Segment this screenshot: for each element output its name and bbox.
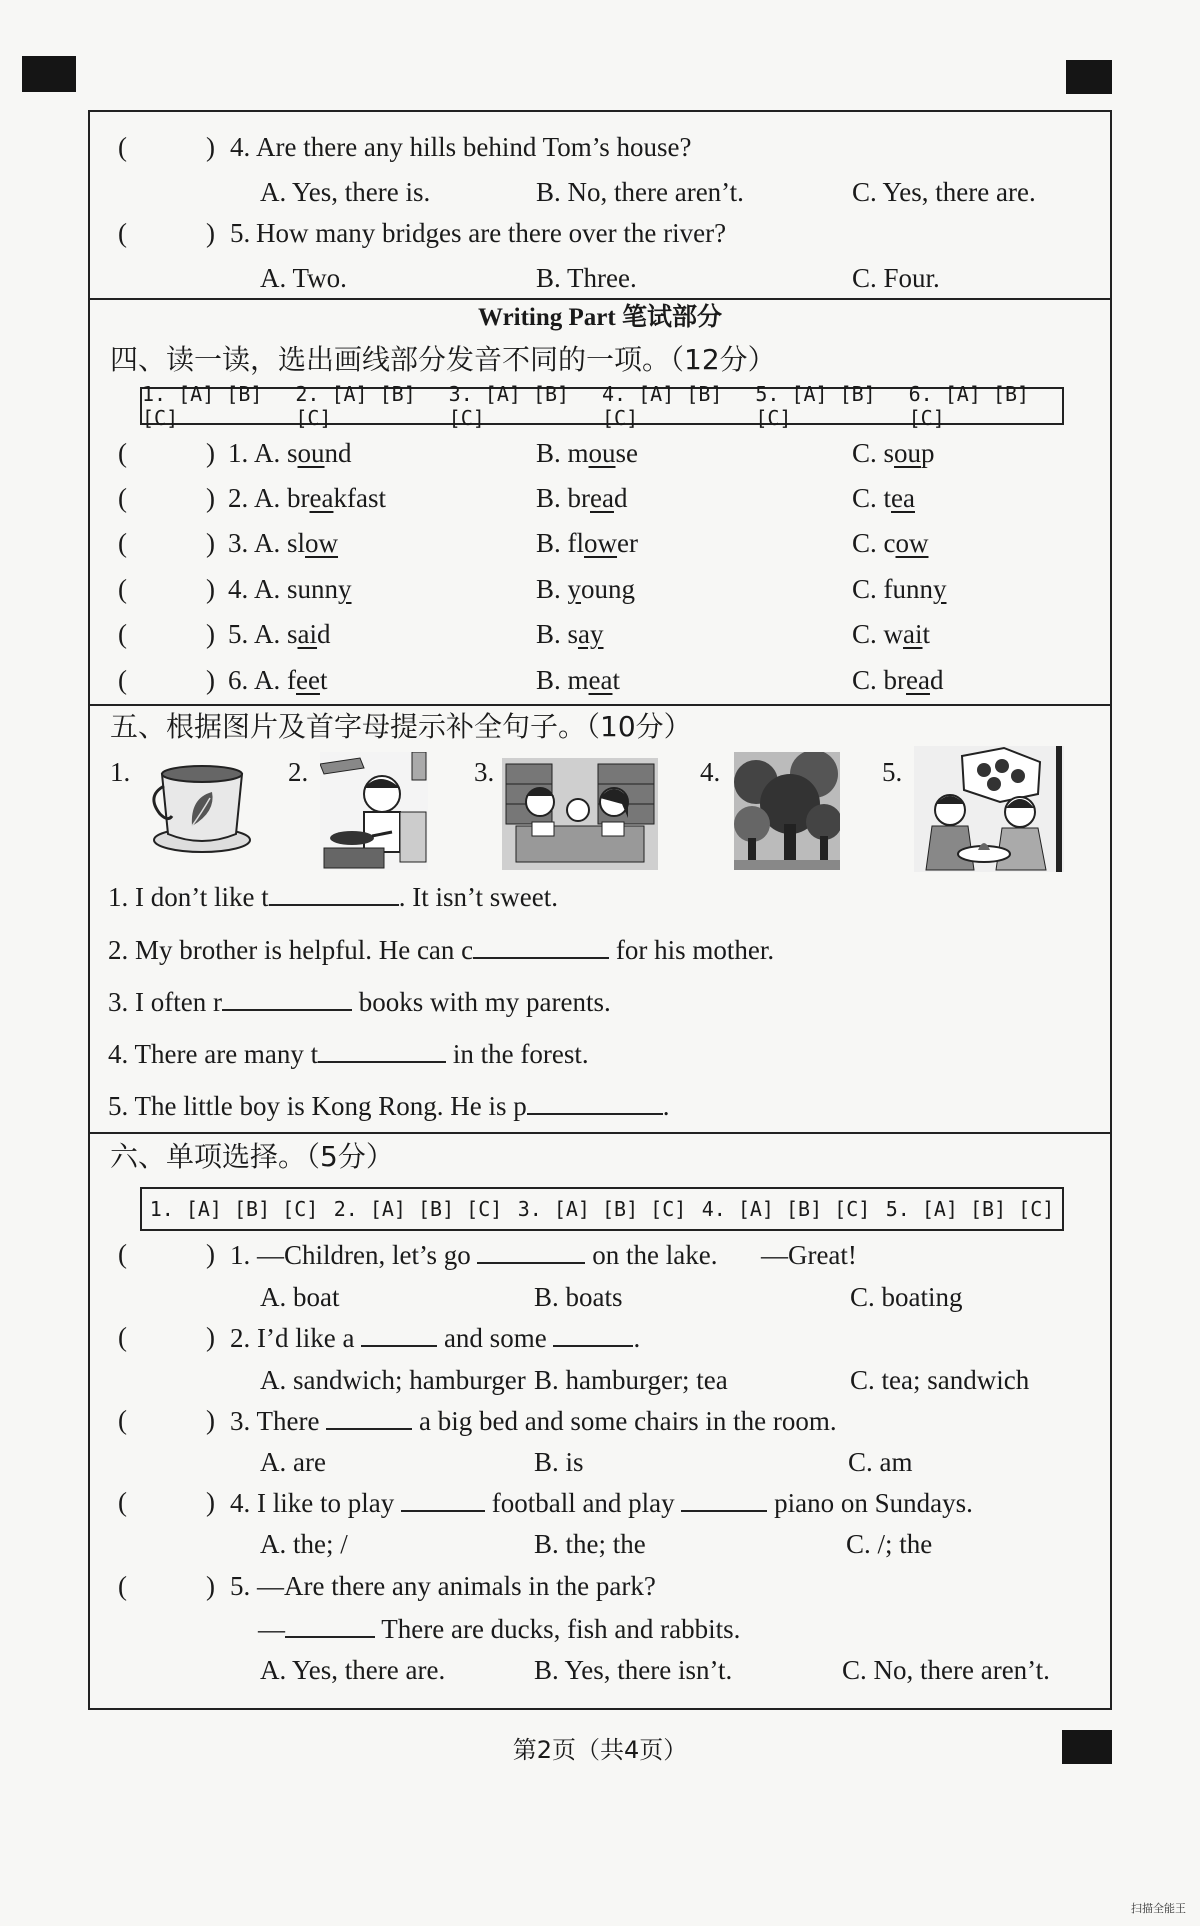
answer-bracket-open: (	[118, 1487, 127, 1517]
question-number-wrap	[228, 573, 248, 605]
divider	[90, 704, 1110, 706]
word-part: B. br	[536, 483, 590, 513]
word-part: t	[319, 665, 328, 695]
answer-bracket-open: (	[118, 619, 127, 649]
option-c	[852, 618, 930, 650]
answer-slot[interactable]: 5. [A] [B] [C]	[755, 382, 876, 430]
word-part: C. br	[852, 665, 906, 695]
answer-blank[interactable]	[318, 1037, 446, 1063]
sentence-start: 2. My brother is helpful. He can c	[108, 935, 474, 965]
question-number: 3.	[228, 528, 249, 558]
fill-in-sentence	[108, 1089, 670, 1122]
word-part: A. sunn	[254, 574, 339, 604]
answer-bracket-open: (	[118, 438, 127, 468]
answer-bracket-open: (	[118, 1322, 127, 1352]
word-part: B.	[536, 574, 568, 604]
fill-in-sentence	[108, 933, 774, 966]
word-part: oung	[581, 574, 636, 604]
question-number: 6.	[228, 665, 249, 695]
option-a	[254, 482, 386, 514]
option-c: C. /; the	[846, 1529, 933, 1559]
question-text: How many bridges are there over the river?	[256, 218, 727, 248]
answer-bracket-open: (	[118, 218, 127, 248]
answer-slot[interactable]: 6. [A] [B] [C]	[908, 382, 1030, 430]
answer-blank[interactable]	[326, 1404, 412, 1430]
underlined-letters: ea	[588, 665, 613, 695]
option-c: C. Yes, there are.	[852, 177, 1036, 207]
question-stem: There are ducks, fish and rabbits.	[381, 1614, 741, 1644]
word-part: d	[929, 665, 944, 695]
option-c: C. boating	[850, 1282, 963, 1312]
answer-bracket-close: )	[206, 132, 215, 162]
tea-cup-picture	[150, 756, 254, 856]
word-part: t	[922, 619, 931, 649]
picture-number: 1.	[110, 757, 131, 787]
answer-slot[interactable]: 1. [A] [B] [C]	[149, 1197, 319, 1221]
underlined-letters: ea	[590, 483, 614, 513]
underlined-letters: ea	[891, 483, 915, 513]
picture-number: 2.	[288, 757, 309, 787]
question-number: 1.	[230, 1240, 251, 1270]
option-a	[254, 437, 352, 469]
answer-slot[interactable]: 3. [A] [B] [C]	[448, 382, 570, 430]
question-stem: a big bed and some chairs in the room.	[418, 1406, 837, 1436]
sentence-end: .	[662, 1091, 670, 1121]
word-part: A. s	[254, 438, 298, 468]
underlined-letters: ai	[903, 619, 923, 649]
word-part: A. br	[254, 483, 310, 513]
question-text	[230, 1404, 837, 1437]
family-reading-picture	[502, 758, 658, 870]
answer-bracket-close: )	[206, 528, 215, 558]
underlined-letters: y	[567, 574, 582, 604]
question-number-wrap	[228, 482, 248, 514]
writing-part-heading: Writing Part 笔试部分	[478, 304, 722, 331]
answer-bracket-close: )	[206, 1487, 215, 1517]
option-a	[254, 527, 338, 559]
question-stem: .	[633, 1323, 641, 1353]
word-part: C. c	[852, 528, 896, 558]
question-number: 4.	[228, 574, 249, 604]
answer-blank[interactable]	[401, 1486, 485, 1512]
sentence-start: 3. I often r	[108, 987, 222, 1017]
question-text	[230, 1321, 640, 1354]
option-b	[536, 618, 604, 650]
word-part: A. f	[254, 665, 296, 695]
option-b: B. hamburger; tea	[534, 1365, 728, 1395]
question-stem: —Great!	[760, 1240, 857, 1270]
option-c	[852, 573, 947, 605]
option-a	[254, 573, 352, 605]
sentence-start: 1. I don’t like t	[108, 882, 269, 912]
answer-slot[interactable]: 4. [A] [B] [C]	[601, 382, 723, 430]
answer-bracket-open: (	[118, 483, 127, 513]
answer-bracket-close: )	[206, 438, 215, 468]
question-number: 2.	[228, 483, 249, 513]
option-b: B. boats	[534, 1282, 623, 1312]
registration-mark-top-right	[1066, 60, 1112, 94]
fill-in-sentence	[108, 1037, 589, 1070]
answer-bracket-close: )	[206, 1571, 215, 1601]
question-text	[230, 1238, 857, 1271]
answer-slot[interactable]: 1. [A] [B] [C]	[142, 382, 263, 430]
option-b	[536, 573, 635, 605]
option-b	[536, 527, 638, 559]
question-stem: —Are there any animals in the park?	[257, 1571, 656, 1601]
sentence-end: books with my parents.	[351, 987, 611, 1017]
option-c: C. Four.	[852, 263, 940, 293]
answer-bracket-open: (	[118, 132, 127, 162]
word-part: p	[921, 438, 935, 468]
answer-sheet-4	[140, 382, 1064, 430]
answer-slot[interactable]: 2. [A] [B] [C]	[295, 382, 416, 430]
word-part: nd	[324, 438, 352, 468]
answer-blank[interactable]	[473, 933, 609, 959]
option-a: A. the; /	[260, 1529, 348, 1559]
word-part: C. s	[852, 438, 895, 468]
word-part: A. s	[254, 619, 298, 649]
option-b	[536, 482, 627, 514]
answer-bracket-close: )	[206, 1405, 215, 1435]
section-5-title: 五、根据图片及首字母提示补全句子。（10分）	[110, 710, 692, 743]
option-a: A. Yes, there is.	[260, 177, 431, 207]
question-text	[230, 1486, 973, 1519]
sentence-start: 4. There are many t	[108, 1039, 319, 1069]
underlined-letters: ea	[309, 483, 334, 513]
answer-bracket-close: )	[206, 619, 215, 649]
question-stem: and some	[443, 1323, 547, 1353]
option-b: B. is	[534, 1447, 584, 1477]
question-stem: football and play	[491, 1488, 675, 1518]
answer-blank[interactable]	[222, 985, 352, 1011]
sentence-end: for his mother.	[609, 935, 775, 965]
option-a: A. Yes, there are.	[260, 1655, 446, 1685]
picture-number: 4.	[700, 757, 721, 787]
word-part: er	[617, 528, 638, 558]
question-stem: I like to play	[257, 1488, 395, 1518]
sentence-end: . It isn’t sweet.	[398, 882, 558, 912]
answer-blank[interactable]	[269, 880, 399, 906]
question-stem: piano on Sundays.	[774, 1488, 973, 1518]
option-b: B. the; the	[534, 1529, 646, 1559]
option-b: B. Three.	[536, 263, 637, 293]
option-c: C. No, there aren’t.	[842, 1655, 1050, 1685]
picture-number: 5.	[882, 757, 903, 787]
question-text: Are there any hills behind Tom’s house?	[256, 132, 692, 162]
sentence-start: 5. The little boy is Kong Rong. He is p	[108, 1091, 527, 1121]
answer-bracket-close: )	[206, 218, 215, 248]
forest-trees-picture	[734, 752, 840, 870]
question-number: 5.	[228, 619, 249, 649]
answer-slot[interactable]: 3. [A] [B] [C]	[517, 1197, 687, 1221]
question-number: 5.	[230, 1571, 251, 1601]
option-b: B. No, there aren’t.	[536, 177, 744, 207]
question-stem: I’d like a	[257, 1323, 355, 1353]
question-number: 1.	[228, 438, 249, 468]
option-c: C. am	[848, 1447, 913, 1477]
question-text	[230, 1570, 656, 1602]
fill-in-sentence	[108, 880, 558, 913]
answer-bracket-open: (	[118, 1571, 127, 1601]
word-part: B. m	[536, 665, 589, 695]
answer-sheet-6	[140, 1187, 1064, 1231]
answer-blank[interactable]	[477, 1238, 585, 1264]
option-c	[852, 664, 943, 696]
word-part: B. m	[536, 438, 589, 468]
underlined-letters: ay	[578, 619, 604, 649]
answer-blank[interactable]	[553, 1321, 633, 1347]
option-c	[852, 437, 935, 469]
word-part: A. sl	[254, 528, 306, 558]
word-part: d	[317, 619, 331, 649]
fill-in-sentence	[108, 985, 611, 1018]
underlined-letters: y	[933, 574, 947, 604]
option-a: A. boat	[260, 1282, 340, 1312]
question-number-wrap	[228, 664, 248, 696]
underlined-letters: ai	[297, 619, 318, 649]
answer-bracket-close: )	[206, 1239, 215, 1269]
underlined-letters: ou	[894, 438, 922, 468]
word-part: C. t	[852, 483, 892, 513]
answer-bracket-close: )	[206, 1322, 215, 1352]
word-part: d	[613, 483, 628, 513]
answer-blank[interactable]	[681, 1486, 767, 1512]
question-stem: —Children, let’s go	[257, 1240, 471, 1270]
option-b	[536, 664, 620, 696]
question-stem: —	[258, 1614, 285, 1644]
divider	[90, 1132, 1110, 1134]
question-text	[258, 1612, 740, 1645]
question-number-wrap	[228, 437, 248, 469]
word-part: B. fl	[536, 528, 585, 558]
option-c: C. tea; sandwich	[850, 1365, 1030, 1395]
answer-bracket-close: )	[206, 665, 215, 695]
option-b: B. Yes, there isn’t.	[534, 1655, 733, 1685]
option-c	[852, 482, 915, 514]
question-number: 4.	[230, 1488, 251, 1518]
underlined-letters: ow	[305, 528, 339, 558]
underlined-letters: ea	[906, 665, 930, 695]
word-part: C. funn	[852, 574, 933, 604]
underlined-letters: ow	[895, 528, 929, 558]
answer-bracket-open: (	[118, 574, 127, 604]
word-part: se	[615, 438, 639, 468]
answer-slot[interactable]: 4. [A] [B] [C]	[701, 1197, 871, 1221]
underlined-letters: ee	[296, 665, 320, 695]
option-b	[536, 437, 638, 469]
answer-bracket-close: )	[206, 483, 215, 513]
underlined-letters: y	[338, 574, 352, 604]
answer-bracket-open: (	[118, 665, 127, 695]
option-a: A. sandwich; hamburger	[260, 1365, 526, 1395]
word-part: t	[612, 665, 620, 695]
sentence-end: in the forest.	[446, 1039, 589, 1069]
section-4-title: 四、读一读，选出画线部分发音不同的一项。（12分）	[110, 343, 776, 376]
question-stem: on the lake.	[592, 1240, 718, 1270]
registration-mark-top-left	[22, 56, 76, 92]
option-a	[254, 664, 327, 696]
underlined-letters: ow	[584, 528, 618, 558]
question-number-wrap	[228, 527, 248, 559]
word-part: B. s	[536, 619, 579, 649]
page-footer: 第2页（共4页）	[512, 1736, 688, 1764]
divider	[90, 298, 1110, 300]
option-a	[254, 618, 331, 650]
scanner-watermark: 扫描全能王	[1131, 1902, 1186, 1915]
word-part: C. w	[852, 619, 904, 649]
word-part: kfast	[333, 483, 386, 513]
answer-slot[interactable]: 2. [A] [B] [C]	[333, 1197, 503, 1221]
question-stem: There	[256, 1406, 320, 1436]
option-c	[852, 527, 929, 559]
answer-blank[interactable]	[527, 1089, 663, 1115]
section-6-title: 六、单项选择。（5分）	[110, 1140, 394, 1173]
answer-slot[interactable]: 5. [A] [B] [C]	[885, 1197, 1055, 1221]
option-a: A. are	[260, 1447, 326, 1477]
question-number: 3.	[230, 1406, 251, 1436]
answer-blank[interactable]	[361, 1321, 437, 1347]
question-number-wrap	[228, 618, 248, 650]
question-number: 5.	[230, 218, 251, 248]
answer-bracket-open: (	[118, 1239, 127, 1269]
boy-cooking-picture	[320, 752, 428, 870]
answer-bracket-open: (	[118, 1405, 127, 1435]
kong-rong-pears-picture	[914, 746, 1064, 872]
question-number: 4.	[230, 132, 251, 162]
picture-number: 3.	[474, 757, 495, 787]
underlined-letters: ou	[588, 438, 616, 468]
option-a: A. Two.	[260, 263, 347, 293]
underlined-letters: ou	[297, 438, 325, 468]
answer-bracket-close: )	[206, 574, 215, 604]
answer-blank[interactable]	[285, 1612, 375, 1638]
answer-bracket-open: (	[118, 528, 127, 558]
question-number: 2.	[230, 1323, 251, 1353]
